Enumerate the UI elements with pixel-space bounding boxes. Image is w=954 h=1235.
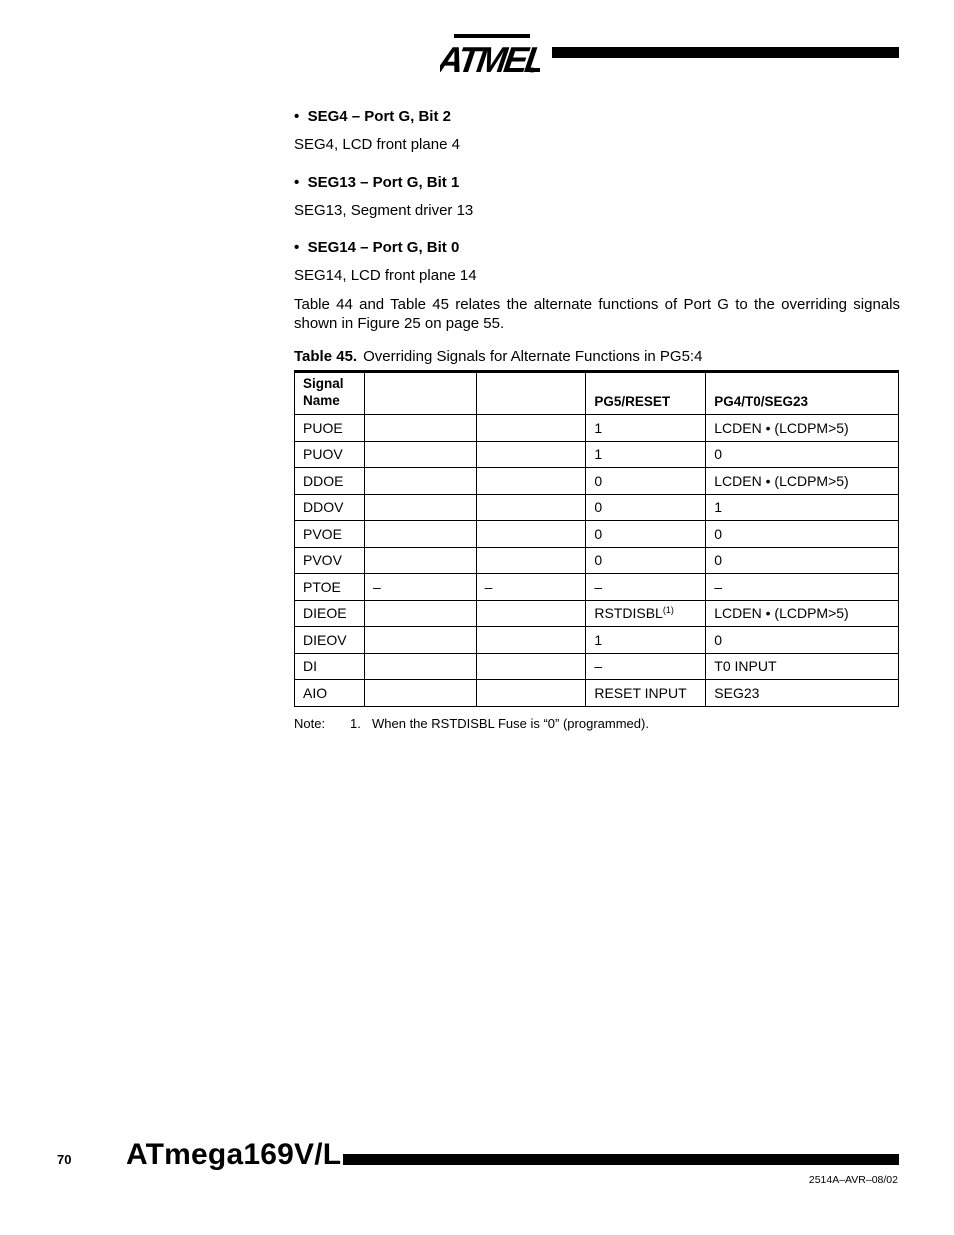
text-seg4: SEG4, LCD front plane 4 bbox=[294, 136, 460, 153]
table-note bbox=[294, 716, 649, 731]
cell: LCDEN • (LCDPM>5) bbox=[706, 415, 899, 442]
page-number: 70 bbox=[57, 1152, 72, 1167]
header-pg4: PG4/T0/SEG23 bbox=[706, 372, 899, 415]
table-caption-label: Table 45. bbox=[294, 348, 358, 365]
cell: LCDEN • (LCDPM>5) bbox=[706, 468, 899, 495]
header-rule bbox=[552, 47, 899, 58]
cell: LCDEN • (LCDPM>5) bbox=[706, 600, 899, 627]
table-row bbox=[295, 468, 899, 495]
table-row bbox=[295, 521, 899, 548]
cell bbox=[476, 653, 586, 680]
table-caption bbox=[294, 348, 702, 365]
cell bbox=[364, 653, 476, 680]
cell bbox=[364, 521, 476, 548]
cell bbox=[364, 441, 476, 468]
cell bbox=[476, 441, 586, 468]
cell bbox=[364, 494, 476, 521]
cell bbox=[364, 680, 476, 707]
cell: 1 bbox=[586, 441, 706, 468]
cell bbox=[476, 547, 586, 574]
cell bbox=[364, 600, 476, 627]
table-row bbox=[295, 547, 899, 574]
text-seg13: SEG13, Segment driver 13 bbox=[294, 202, 474, 219]
cell: PUOV bbox=[295, 441, 365, 468]
registered-mark: ® bbox=[529, 66, 535, 75]
cell bbox=[476, 468, 586, 495]
note-text: When the RSTDISBL Fuse is “0” (programmed). bbox=[372, 716, 649, 731]
cell: 1 bbox=[586, 415, 706, 442]
table-header-row bbox=[295, 372, 899, 415]
cell: PVOE bbox=[295, 521, 365, 548]
atmel-logo bbox=[440, 30, 540, 78]
document-code: 2514A–AVR–08/02 bbox=[808, 1174, 898, 1186]
footer-rule bbox=[343, 1154, 899, 1165]
cell: T0 INPUT bbox=[706, 653, 899, 680]
cell: – bbox=[706, 574, 899, 601]
cell: – bbox=[364, 574, 476, 601]
table-row bbox=[295, 627, 899, 654]
table-row bbox=[295, 441, 899, 468]
cell: 0 bbox=[706, 441, 899, 468]
text-seg14: SEG14, LCD front plane 14 bbox=[294, 267, 477, 284]
cell: 0 bbox=[706, 547, 899, 574]
intro-paragraph: Table 44 and Table 45 relates the alternate functions of Port G to the overriding signals shown in Figure 25 on page 55. bbox=[294, 296, 900, 332]
header-pg5: PG5/RESET bbox=[586, 372, 706, 415]
product-title: ATmega169V/L bbox=[126, 1138, 342, 1171]
table-caption-text: Overriding Signals for Alternate Functions in PG5:4 bbox=[363, 348, 703, 365]
table-row bbox=[295, 415, 899, 442]
cell: 0 bbox=[586, 468, 706, 495]
table-row bbox=[295, 653, 899, 680]
cell: PTOE bbox=[295, 574, 365, 601]
cell: DDOE bbox=[295, 468, 365, 495]
cell: 0 bbox=[586, 547, 706, 574]
cell: 1 bbox=[586, 627, 706, 654]
svg-text:ATMEL: ATMEL bbox=[440, 39, 540, 78]
table-row bbox=[295, 494, 899, 521]
rstdisbl-text: RSTDISBL bbox=[594, 605, 663, 622]
footnote-ref: (1) bbox=[662, 605, 674, 616]
cell bbox=[364, 468, 476, 495]
cell bbox=[364, 415, 476, 442]
cell: DI bbox=[295, 653, 365, 680]
cell: DDOV bbox=[295, 494, 365, 521]
cell bbox=[476, 627, 586, 654]
cell: 0 bbox=[586, 494, 706, 521]
table-row bbox=[295, 680, 899, 707]
cell bbox=[476, 521, 586, 548]
cell bbox=[364, 547, 476, 574]
cell: DIEOE bbox=[295, 600, 365, 627]
cell: RESET INPUT bbox=[586, 680, 706, 707]
cell bbox=[476, 415, 586, 442]
cell: 0 bbox=[706, 521, 899, 548]
cell: DIEOV bbox=[295, 627, 365, 654]
cell: 0 bbox=[586, 521, 706, 548]
cell: PUOE bbox=[295, 415, 365, 442]
note-label: Note: bbox=[294, 716, 326, 731]
bullet-heading-seg14: • SEG14 – Port G, Bit 0 bbox=[294, 239, 460, 256]
cell: – bbox=[476, 574, 586, 601]
header-empty-2 bbox=[476, 372, 586, 415]
cell bbox=[364, 627, 476, 654]
bullet-heading-seg4: • SEG4 – Port G, Bit 2 bbox=[294, 108, 451, 125]
cell bbox=[476, 494, 586, 521]
cell bbox=[476, 600, 586, 627]
cell bbox=[586, 600, 706, 627]
cell: AIO bbox=[295, 680, 365, 707]
overriding-signals-table bbox=[294, 370, 899, 707]
cell: 1 bbox=[706, 494, 899, 521]
cell: SEG23 bbox=[706, 680, 899, 707]
cell: – bbox=[586, 574, 706, 601]
bullet-heading-seg13: • SEG13 – Port G, Bit 1 bbox=[294, 174, 460, 191]
cell: 0 bbox=[706, 627, 899, 654]
table-row bbox=[295, 574, 899, 601]
cell: – bbox=[586, 653, 706, 680]
note-number: 1. bbox=[350, 716, 361, 731]
cell bbox=[476, 680, 586, 707]
header-empty-1 bbox=[364, 372, 476, 415]
header-signal-name: Signal Name bbox=[295, 372, 365, 415]
table-row bbox=[295, 600, 899, 627]
cell: PVOV bbox=[295, 547, 365, 574]
